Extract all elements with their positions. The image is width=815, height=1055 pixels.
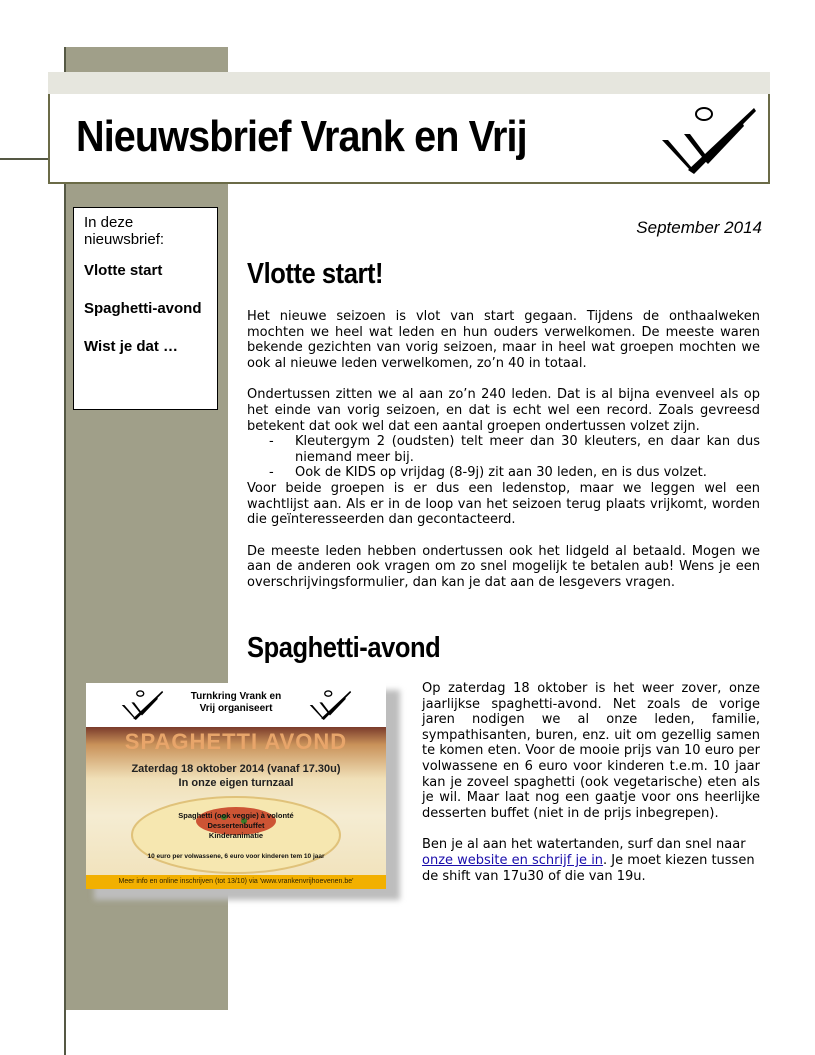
header-strip: [48, 72, 770, 94]
table-of-contents: [73, 207, 218, 410]
list-item: - Kleutergym 2 (oudsten) telt meer dan 30 kleuters, en daar kan dus niemand meer bij.: [247, 434, 760, 465]
list-item: - Ook de KIDS op vrijdag (8-9j) zit aan 30 leden, en is dus volzet.: [247, 465, 760, 481]
page-title: Nieuwsbrief Vrank en Vrij: [76, 112, 527, 161]
section-heading-vlotte-start: Vlotte start!: [247, 258, 384, 290]
poster-menu: [86, 811, 386, 841]
poster-line: Kinderanimatie: [208, 831, 264, 840]
poster-line: Spaghetti (ook veggie) à volonté: [178, 811, 294, 820]
issue-date: September 2014: [636, 218, 762, 237]
club-logo-icon: [658, 102, 758, 178]
poster-header: [86, 683, 386, 727]
masthead: [48, 94, 770, 184]
toc-item-spaghetti-avond[interactable]: Spaghetti-avond: [84, 300, 202, 317]
toc-item-vlotte-start[interactable]: Vlotte start: [84, 262, 163, 279]
club-logo-icon: [308, 687, 352, 723]
poster-price: 10 euro per volwassene, 6 euro voor kinderen tem 10 jaar: [147, 853, 325, 860]
article-vlotte-start: [247, 309, 760, 607]
paragraph: Voor beide groepen is er dus een ledenstop, maar we leggen wel een wachtlijst aan. Als er in de loop van het seizoen terug plaats vrijkomt, worden die geïnteresseerden dan gecontacteerd.: [247, 480, 760, 528]
left-rule: [64, 47, 66, 1055]
header-rule: [0, 158, 50, 160]
event-poster: [86, 683, 386, 889]
poster-organiser: Turnkring Vrank en Vrij organiseert: [190, 691, 282, 714]
website-signup-link[interactable]: onze website en schrijf je in: [422, 852, 604, 868]
poster-title: SPAGHETTI AVOND: [124, 729, 348, 754]
paragraph: Op zaterdag 18 oktober is het weer zover, onze jaarlijkse spaghetti-avond. Net zoals de vorige jaren nodigen we al onze leden, familie, sympathisanten, buren, enz. uit om gezellig samen te komen eten. Voor de mooie prijs van 10 euro per volwassene en 6 euro voor kinderen t.e.m. 10 jaar kan je zoveel spaghetti (ook vegetarische) eten als je wil. Maar laat nog een gaatje voor ons heerlijke desserten buffet (niet in de prijs inbegrepen).: [422, 681, 760, 821]
toc-intro: In deze nieuwsbrief:: [84, 214, 165, 248]
paragraph-text: Ben je al aan het watertanden, surf dan snel naar: [422, 837, 746, 853]
paragraph-text: . Je moet kiezen tussen de shift van 17u30 of die van 19u.: [422, 852, 755, 884]
paragraph: De meeste leden hebben ondertussen ook het lidgeld al betaald. Mogen we aan de anderen ook vragen om zo snel mogelijk te betalen aub! Wens je een overschrijvingsformulier, dan kan je dat aan de lesgevers vragen.: [247, 543, 760, 590]
section-heading-spaghetti: Spaghetti-avond: [247, 632, 441, 664]
paragraph: Het nieuwe seizoen is vlot van start gegaan. Tijdens de onthaalweken mochten we heel wat leden en hun ouders verwelkomen. De meeste waren bekende gezichten van vorig seizoen, maar in heel wat groepen mochten we ook al nieuwe leden verwelkomen, zo’n 40 in totaal.: [247, 309, 760, 371]
paragraph: Ondertussen zitten we al aan zo’n 240 leden. Dat is al bijna evenveel als op het einde van vorig seizoen, en dat is echt wel een record. Zoals gevreesd betekent dat ook wel dat een aantal groepen ondertussen volzet zijn.: [247, 387, 760, 434]
bullet-list: [247, 434, 760, 481]
toc-item-wist-je-dat[interactable]: Wist je dat …: [84, 338, 179, 355]
poster-line: Dessertenbuffet: [207, 821, 265, 830]
club-logo-icon: [120, 687, 164, 723]
poster-location: In onze eigen turnzaal: [178, 777, 294, 789]
paragraph: [422, 837, 760, 884]
poster-date: Zaterdag 18 oktober 2014 (vanaf 17.30u): [131, 763, 341, 775]
poster-footer: Meer info en online inschrijven (tot 13/10) via 'www.vrankenvrijhoevenen.be': [86, 875, 386, 889]
article-spaghetti: [422, 681, 760, 900]
